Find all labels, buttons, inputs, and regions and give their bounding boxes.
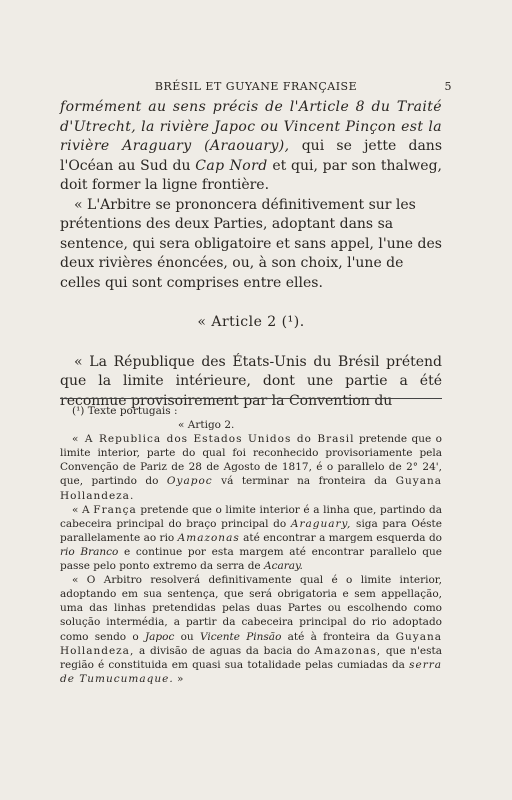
paragraph-arbitre: « L'Arbitre se prononcera définitivement sur les prétentions des deux Parties, adoptant dans sa sentence, qui sera obligatoire et sans appel, l'une des deux rivières énoncées, ou, à son choix, l'une de celles qui sont comprises entre elles. — [60, 196, 442, 291]
italic-place: Acaray. — [263, 560, 303, 573]
paragraph-continuation — [60, 98, 442, 196]
footnote-rule — [60, 398, 442, 399]
italic-phrase: formément au sens précis de l'Article 8 du Traité d'Utrecht, la rivière Japoc ou Vincent Pinçon est la rivière Araguary (Araouary), — [60, 99, 442, 154]
running-title: BRÉSIL ET GUYANE FRANÇAISE — [154, 80, 358, 93]
footnote-marker: (¹) Texte portugais : — [72, 405, 178, 417]
text-run: Amazonas, — [314, 644, 382, 657]
main-text — [60, 98, 442, 411]
text-run: « O Arbitro resolverá definitivamente qual é o limite interior, adoptando em sua sentença, que será obrigatoria e sem appellação, uma das linhas pretendidas pelas duas Partes ou escolhendo como solução intermédia, a partir da cabeceira principal do rio adoptado como sendo o — [60, 574, 442, 643]
footnote-paragraph-3 — [60, 573, 442, 686]
article-heading: « Article 2 (¹). — [197, 314, 305, 330]
paragraph-republique: « La République des États-Unis du Brésil prétend que la limite intérieure, dont une partie a été reconnue provisoirement par la Convention du — [60, 353, 442, 409]
text-run: « A — [72, 503, 94, 516]
italic-place: Araguary, — [290, 517, 352, 530]
text-run: Guyana Hollandeza. — [60, 475, 442, 502]
text-run: a divisão de aguas da bacia do — [134, 644, 315, 657]
text-run: que n'esta região é constituida em quasi sua totalidade pelas cumiadas da — [60, 644, 442, 671]
page-number: 5 — [444, 80, 452, 93]
running-header — [60, 80, 452, 96]
text-run: e continue por esta margem até encontrar parallelo que passe pelo ponto extremo da serra de — [60, 545, 442, 573]
text-run: pretende que o limite interior é a linha que, partindo da cabeceira principal do braço principal do — [60, 503, 443, 530]
text-run: pretende que o limite interior, parte do qual foi reconhecido provisoriamente pela Convenção de Pariz de 28 de Agosto de 1817, é o parallelo de 2° 24', que, partindo do — [60, 433, 442, 488]
italic-place: Vicente Pinsão — [199, 630, 282, 643]
text-run: qui se jette dans l'Océan au Sud du — [60, 138, 442, 174]
italic-place: serra de Tumucumaque. — [60, 658, 442, 685]
footnote-paragraph-2 — [60, 503, 442, 573]
footnote-artigo-heading: « Artigo 2. — [178, 419, 235, 432]
text-run: até à fronteira da — [281, 630, 396, 643]
italic-place: Japoc — [144, 630, 175, 643]
text-run: ou — [174, 630, 200, 643]
text-run: até encontrar a margem esquerda do — [239, 531, 442, 544]
footnote-block — [60, 404, 442, 686]
text-run: » — [173, 672, 184, 685]
footnote-paragraph-1 — [60, 432, 442, 502]
text-run: et qui, par son thalweg, doit former la ligne frontière. — [60, 157, 442, 193]
text-run: vá terminar na fronteira da — [212, 475, 396, 488]
italic-place: Cap Nord — [195, 157, 268, 174]
italic-place: Oyapoc — [166, 475, 213, 488]
text-run: Guyana Hollandeza, — [60, 630, 442, 657]
italic-place: rio Branco — [60, 545, 119, 558]
text-run: siga para Oéste parallelamente ao rio — [60, 517, 442, 544]
italic-place: Amazonas — [177, 531, 240, 544]
text-run: « A Republica dos Estados Unidos do Brasil — [72, 433, 355, 446]
text-run: França — [93, 503, 137, 516]
